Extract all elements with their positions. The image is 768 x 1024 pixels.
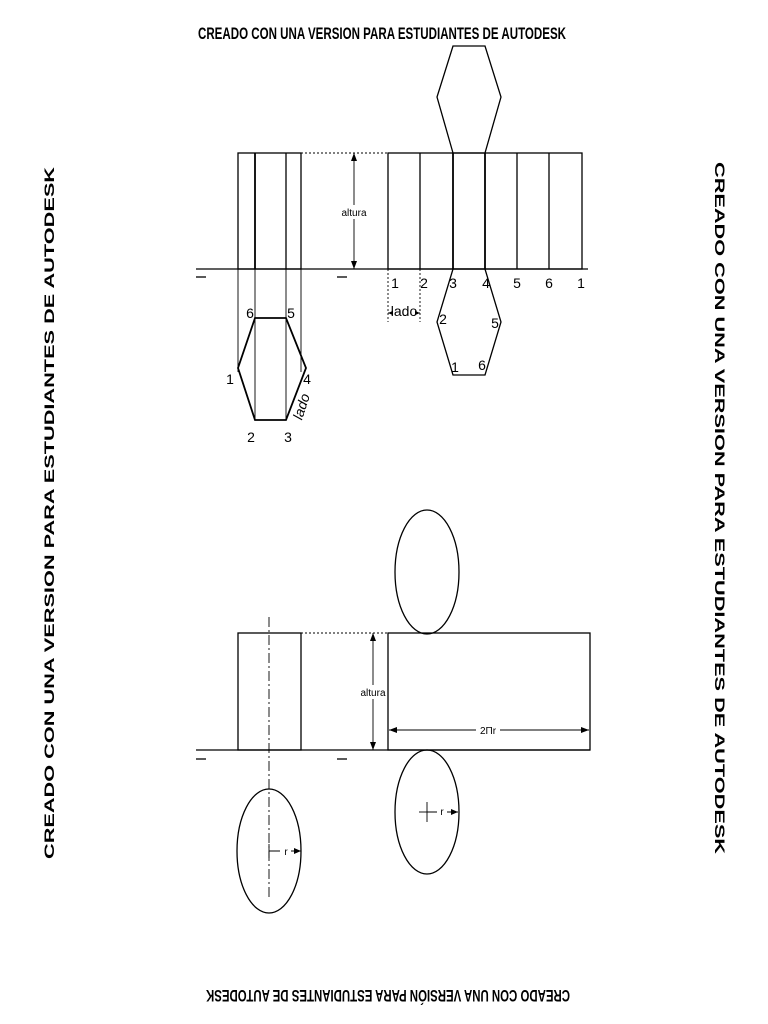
svg-text:4: 4 [482,275,490,291]
prism-front-hexagon-labels [226,305,313,445]
cylinder-height-label: altura [360,688,386,699]
svg-text:2: 2 [420,275,428,291]
svg-text:3: 3 [284,429,292,445]
svg-text:1: 1 [391,275,399,291]
svg-text:2: 2 [439,311,447,327]
prism-base-hexagon-labels [439,311,499,375]
svg-text:5: 5 [491,315,499,331]
prism-top-hexagon [437,46,501,153]
watermark-top: CREADO CON UNA VERSION PARA ESTUDIANTES DE AUTODESK [198,24,567,43]
hexagonal-prism-drawing [196,46,588,445]
svg-text:6: 6 [478,357,486,373]
svg-text:5: 5 [287,305,295,321]
svg-text:6: 6 [246,305,254,321]
svg-text:4: 4 [303,371,311,387]
svg-text:1: 1 [451,359,459,375]
cylinder-drawing [196,510,590,913]
watermark-right: CREADO CON UNA VERSION PARA ESTUDIANTES DE AUTODESK [712,162,728,608]
svg-text:2: 2 [247,429,255,445]
prism-front-side-label: lado [289,391,313,422]
cylinder-bottom-radius-label: r [440,807,444,818]
watermark-left: CREADO CON UNA VERSION PARA ESTUDIANTES DE AUTODESK [41,413,57,859]
prism-front-elevation [238,153,301,269]
svg-text:6: 6 [545,275,553,291]
svg-text:1: 1 [226,371,234,387]
svg-text:5: 5 [513,275,521,291]
cylinder-front-radius [269,844,301,858]
svg-text:3: 3 [449,275,457,291]
prism-side-label: lado [390,303,418,319]
cylinder-bottom-radius [419,802,458,822]
cylinder-circumference-dimension [389,723,589,737]
watermark-bottom: CREADO CON UNA VERSIÓN PARA ESTUDIANTES DE AUTODESK [205,986,570,1005]
prism-height-dimension [341,153,367,269]
prism-development [388,153,582,269]
cylinder-front-elevation [238,633,301,750]
cylinder-front-radius-label: r [284,847,288,858]
cylinder-top-circle [395,510,459,634]
cylinder-circumference-label: 2Πr [479,726,497,737]
cylinder-height-dimension [360,633,386,750]
prism-height-label: altura [341,208,367,219]
svg-text:1: 1 [577,275,585,291]
